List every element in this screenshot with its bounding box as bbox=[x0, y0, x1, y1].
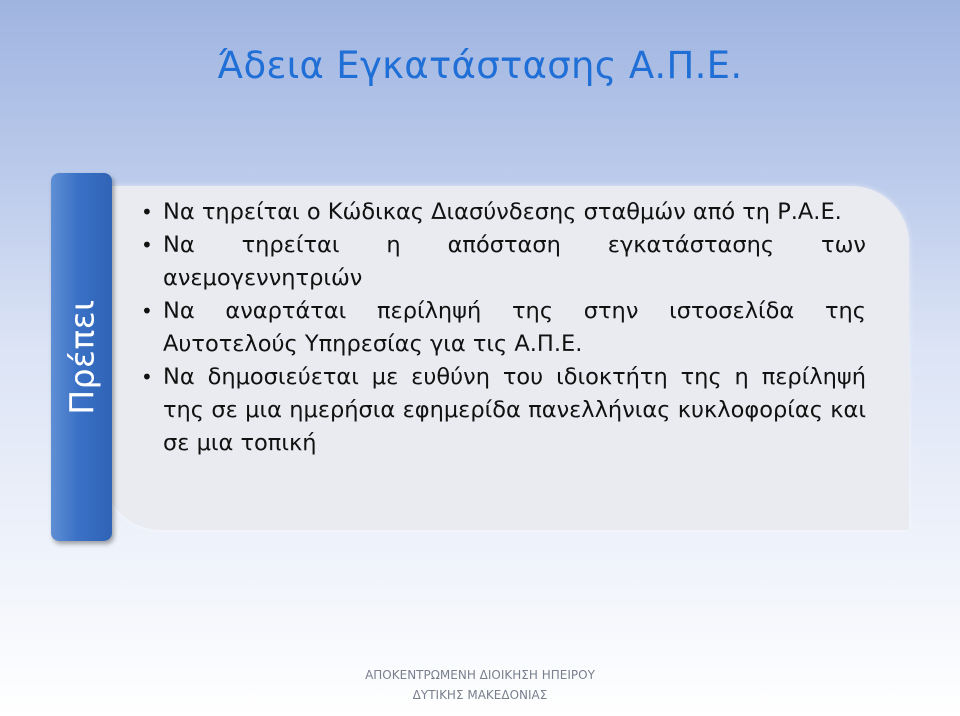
bullet-item bbox=[141, 295, 866, 361]
bullet-list bbox=[141, 196, 866, 460]
bullet-text: Να δημοσιεύεται με ευθύνη του ιδιοκτήτη της η περίληψή της σε μια ημερήσια εφημερίδα πανελλήνιας κυκλοφορίας και σε μια τοπική bbox=[163, 364, 866, 456]
footer bbox=[0, 665, 960, 705]
bullet-dot-icon: • bbox=[141, 365, 153, 389]
bullet-dot-icon: • bbox=[141, 299, 153, 323]
side-label-tab bbox=[51, 173, 112, 541]
slide-title: Άδεια Εγκατάστασης Α.Π.Ε. bbox=[217, 44, 743, 87]
side-label-text: Πρέπει bbox=[62, 299, 101, 415]
bullet-item bbox=[141, 196, 866, 229]
footer-line-1: ΑΠΟΚΕΝΤΡΩΜΕΝΗ ΔΙΟΙΚΗΣΗ ΗΠΕΙΡΟΥ bbox=[365, 668, 595, 682]
bullet-item bbox=[141, 361, 866, 460]
footer-line-2: ΔΥΤΙΚΗΣ ΜΑΚΕΔΟΝΙΑΣ bbox=[412, 688, 548, 702]
bullet-dot-icon: • bbox=[141, 233, 153, 257]
bullet-text: Να αναρτάται περίληψή της στην ιστοσελίδα της Αυτοτελούς Υπηρεσίας για τις Α.Π.Ε. bbox=[163, 298, 866, 357]
bullet-item bbox=[141, 229, 866, 295]
bullet-text: Να τηρείται η απόσταση εγκατάστασης των ανεμογεννητριών bbox=[163, 232, 866, 291]
bullet-dot-icon: • bbox=[141, 200, 153, 224]
bullet-text: Να τηρείται ο Κώδικας Διασύνδεσης σταθμών από τη Ρ.Α.Ε. bbox=[163, 199, 842, 225]
